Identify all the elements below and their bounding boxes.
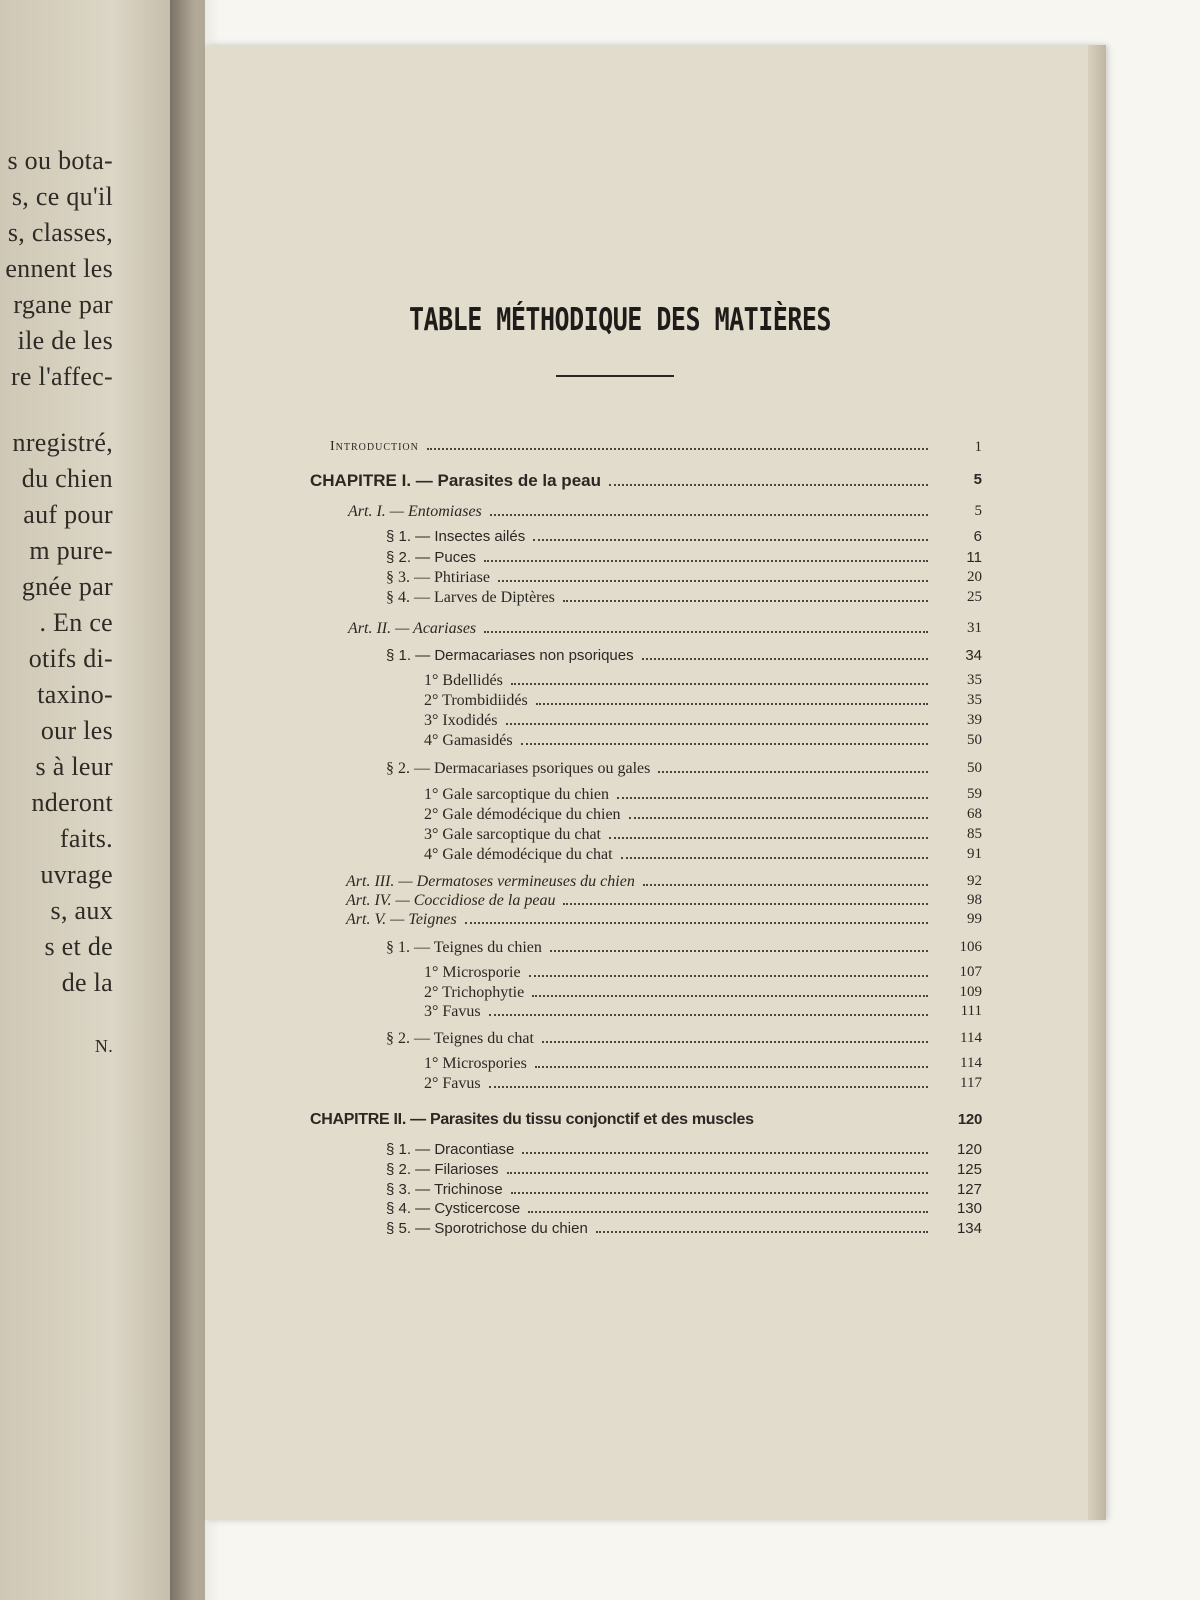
toc-leader <box>563 902 928 905</box>
toc-leader <box>511 682 928 685</box>
current-page <box>205 45 1105 1520</box>
toc-entry-label: § 3. — Trichinose <box>386 1181 503 1198</box>
toc-leader <box>643 883 928 886</box>
toc-page-number: 59 <box>967 786 982 802</box>
toc-leader <box>529 974 928 977</box>
toc-entry-label: 2° Favus <box>424 1075 481 1092</box>
toc-leader <box>521 742 928 745</box>
title-rule <box>556 375 674 377</box>
toc-entry-label: Introduction <box>330 439 419 454</box>
toc-leader <box>536 702 928 705</box>
toc-entry <box>346 911 982 933</box>
toc-page-number: 91 <box>967 846 982 862</box>
toc-page-number: 98 <box>967 892 982 908</box>
toc-page-number: 117 <box>960 1075 982 1091</box>
toc-leader <box>563 599 928 602</box>
toc-entry-label: Art. IV. — Coccidiose de la peau <box>346 892 556 909</box>
left-line: . En ce <box>39 608 113 637</box>
toc-entry-label: § 1. — Dermacariases non psoriques <box>386 647 634 664</box>
toc-entry <box>424 806 982 828</box>
left-line: uvrage <box>40 860 113 889</box>
toc-entry-label: § 2. — Teignes du chat <box>386 1030 534 1047</box>
toc-leader <box>642 657 928 660</box>
left-line: re l'affec- <box>10 362 113 391</box>
toc-entry-label: § 2. — Filarioses <box>386 1161 499 1178</box>
toc-leader <box>629 816 928 819</box>
toc-entry-label: 1° Gale sarcoptique du chien <box>424 786 609 803</box>
toc-leader <box>658 770 928 773</box>
left-line: s ou bota- <box>7 146 113 175</box>
toc-entry-label: 1° Microsporie <box>424 964 521 981</box>
toc-page-number: 109 <box>959 984 982 1000</box>
toc-page-number: 39 <box>967 712 982 728</box>
toc-entry-label: § 4. — Cysticercose <box>386 1200 521 1217</box>
toc-entry-label: § 3. — Phtiriase <box>386 569 490 586</box>
toc-entry-label: Art. I. — Entomiases <box>348 503 482 520</box>
toc-leader <box>484 559 928 562</box>
toc-chapter <box>310 471 982 493</box>
left-line: nderont <box>31 788 113 817</box>
toc-page-number: 50 <box>967 732 982 748</box>
toc-entry-label: CHAPITRE I. — Parasites de la peau <box>310 471 601 490</box>
toc-page-number: 114 <box>960 1055 982 1071</box>
toc-page-number: 31 <box>967 620 982 636</box>
toc-page-number: 85 <box>967 826 982 842</box>
toc-leader <box>542 1040 928 1043</box>
toc-page-number: 35 <box>967 672 982 688</box>
toc-entry <box>424 1075 982 1097</box>
left-line: m pure- <box>29 536 113 565</box>
toc-entry-label: 1° Bdellidés <box>424 672 503 689</box>
toc-leader <box>621 856 928 859</box>
toc-entry <box>424 1003 982 1025</box>
left-line: rgane par <box>13 290 113 319</box>
toc-leader <box>596 1230 928 1233</box>
toc-page-number: 111 <box>960 1003 982 1019</box>
toc-entry-label: 2° Gale démodécique du chien <box>424 806 621 823</box>
toc-page-number: 20 <box>967 569 982 585</box>
left-line: faits. <box>59 824 113 853</box>
toc-entry-label: § 2. — Dermacariases psoriques ou gales <box>386 760 651 777</box>
toc-entry <box>424 672 982 694</box>
toc-title: TABLE MÉTHODIQUE DES MATIÈRES <box>409 301 831 338</box>
toc-entry <box>424 826 982 848</box>
toc-leader <box>511 1191 928 1194</box>
toc-page-number: 5 <box>974 503 982 519</box>
toc-page-number: 1 <box>974 439 982 455</box>
toc-entry <box>424 964 982 986</box>
toc-leader <box>528 1210 928 1213</box>
toc-leader <box>532 994 928 997</box>
toc-entry <box>330 439 982 461</box>
toc-entry <box>386 647 982 669</box>
toc-entry-label: 3° Gale sarcoptique du chat <box>424 826 601 843</box>
toc-entry <box>424 846 982 868</box>
left-line: otifs di- <box>28 644 113 673</box>
toc-chapter <box>310 1111 982 1133</box>
toc-entry-label: § 4. — Larves de Diptères <box>386 589 555 606</box>
toc-leader <box>489 1085 928 1088</box>
toc-entry-label: § 2. — Puces <box>386 549 477 566</box>
toc-page-number: 99 <box>967 911 982 927</box>
left-line: ennent les <box>5 254 113 283</box>
toc-entry-label: 4° Gamasidés <box>424 732 513 749</box>
left-line: s, aux <box>50 896 113 925</box>
toc-entry <box>386 1200 982 1222</box>
toc-page-number: 127 <box>956 1181 982 1198</box>
toc-entry-label: 2° Trombidiidés <box>424 692 528 709</box>
left-line: ile de les <box>17 326 113 355</box>
toc-page-number: 35 <box>967 692 982 708</box>
toc-entry-label: CHAPITRE II. — Parasites du tissu conjonctif et des muscles <box>310 1111 754 1128</box>
left-line: gnée par <box>21 572 113 601</box>
toc-leader <box>506 722 929 725</box>
toc-page-number: 6 <box>973 528 982 545</box>
toc-leader <box>535 1065 928 1068</box>
toc-entry <box>386 589 982 611</box>
toc-entry <box>386 760 982 782</box>
toc-entry-label: § 1. — Dracontiase <box>386 1141 515 1158</box>
toc-leader <box>490 513 928 516</box>
left-line: our les <box>40 716 113 745</box>
toc-page-number: 120 <box>957 1111 982 1128</box>
toc-entry <box>386 1161 982 1183</box>
left-line: de la <box>61 968 113 997</box>
toc-entry-label: § 5. — Sporotrichose du chien <box>386 1220 588 1237</box>
toc-entry-label: Art. II. — Acariases <box>348 620 477 637</box>
toc-entry <box>386 1030 982 1052</box>
toc-page-number: 68 <box>967 806 982 822</box>
toc-page-number: 125 <box>956 1161 982 1178</box>
left-line: taxino- <box>37 680 113 709</box>
toc-entry <box>424 712 982 734</box>
toc-entry <box>386 528 982 550</box>
toc-entry <box>386 569 982 591</box>
toc-page-number: 130 <box>956 1200 982 1217</box>
toc-leader <box>550 949 928 952</box>
left-line: auf pour <box>23 500 113 529</box>
toc-page-number: 25 <box>967 589 982 605</box>
left-line: nregistré, <box>12 428 113 457</box>
toc-leader <box>484 630 928 633</box>
toc-leader <box>507 1171 928 1174</box>
toc-entry-label: 2° Trichophytie <box>424 984 525 1001</box>
toc-entry <box>386 549 982 571</box>
toc-page-number: 120 <box>956 1141 982 1158</box>
toc-page-number: 114 <box>960 1030 982 1046</box>
toc-entry <box>424 692 982 714</box>
toc-entry-label: 4° Gale démodécique du chat <box>424 846 613 863</box>
toc-entry-label: 3° Favus <box>424 1003 481 1020</box>
toc-leader <box>609 836 928 839</box>
toc-entry <box>424 732 982 754</box>
toc-page-number: 106 <box>959 939 982 955</box>
toc-page-number: 5 <box>973 471 982 488</box>
toc-leader <box>617 796 928 799</box>
toc-entry-label: Art. V. — Teignes <box>346 911 457 928</box>
toc-entry-label: § 1. — Insectes ailés <box>386 528 526 545</box>
toc-leader <box>465 921 928 924</box>
toc-page-number: 134 <box>956 1220 982 1237</box>
page-edge <box>1088 45 1106 1520</box>
toc-entry <box>424 786 982 808</box>
toc-leader <box>533 538 928 541</box>
toc-page-number: 92 <box>967 873 982 889</box>
toc-entry <box>386 1220 982 1242</box>
toc-leader <box>498 579 928 582</box>
toc-entry <box>424 1055 982 1077</box>
toc-entry <box>348 620 982 642</box>
left-line: N. <box>94 1036 113 1056</box>
toc-entry-label: § 1. — Teignes du chien <box>386 939 542 956</box>
toc-entry-label: Art. III. — Dermatoses vermineuses du chien <box>346 873 635 890</box>
toc-leader <box>427 447 928 450</box>
toc-page-number: 11 <box>966 549 982 566</box>
toc-page-number: 50 <box>967 760 982 776</box>
toc-entry <box>386 1141 982 1163</box>
left-line: s, ce qu'il <box>11 182 113 211</box>
toc-page-number: 34 <box>965 647 982 664</box>
left-line: s et de <box>44 932 113 961</box>
toc-leader <box>522 1151 928 1154</box>
toc-entry-label: 1° Microspories <box>424 1055 527 1072</box>
left-line: s, classes, <box>7 218 113 247</box>
toc-leader <box>489 1013 928 1016</box>
toc-entry <box>386 939 982 961</box>
toc-page-number: 107 <box>959 964 982 980</box>
toc-entry <box>348 503 982 525</box>
left-line: du chien <box>21 464 113 493</box>
toc-entry-label: 3° Ixodidés <box>424 712 498 729</box>
toc-leader <box>609 483 928 486</box>
left-line: s à leur <box>35 752 113 781</box>
